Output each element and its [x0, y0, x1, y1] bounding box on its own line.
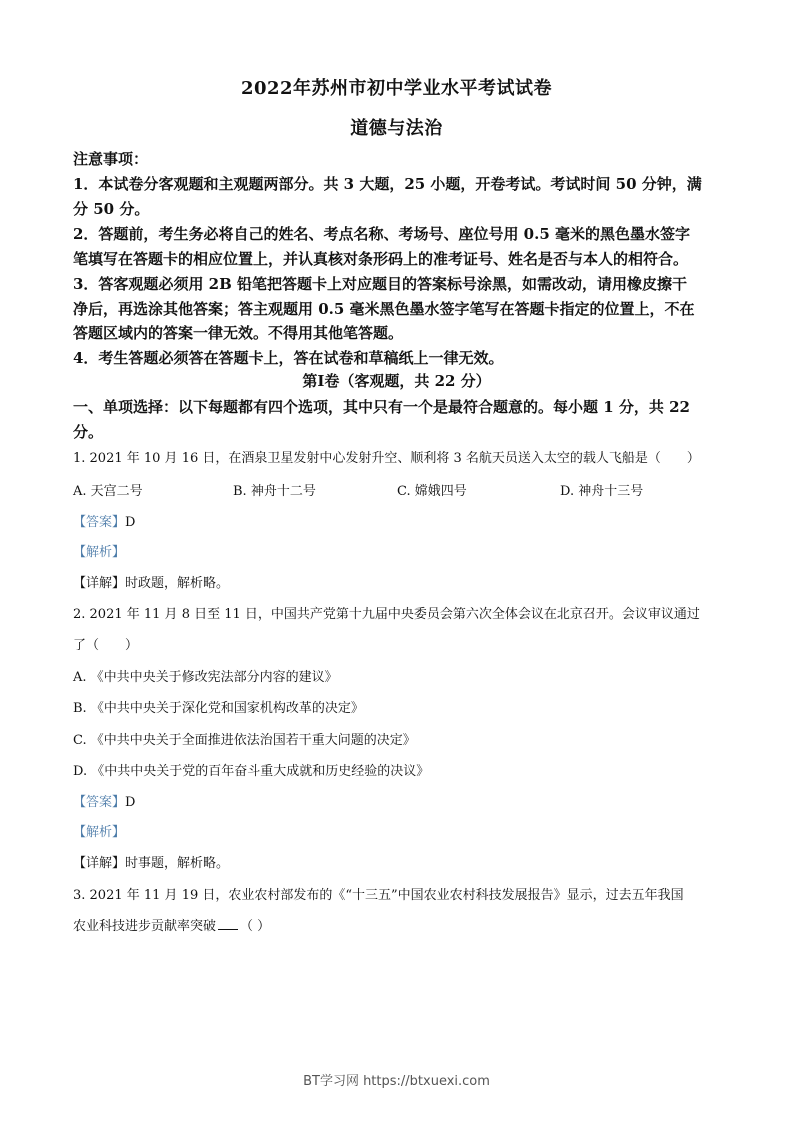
notice-line: 3．答客观题必须用 2B 铅笔把答题卡上对应题目的答案标号涂黑，如需改动，请用橡皮擦干 — [73, 275, 688, 293]
detail-tag: 【详解】 — [73, 576, 126, 591]
section-instruction: 一、单项选择：以下每题都有四个选项，其中只有一个是最符合题意的。每小题 1 分，共 22 — [73, 398, 690, 416]
detail-line — [73, 572, 229, 591]
notice-line: 净后，再选涂其他答案；答主观题用 0.5 毫米黑色墨水签字笔写在答题卡指定的位置上，不在 — [73, 300, 695, 318]
analysis-tag: 【解析】 — [73, 825, 126, 840]
notice-line: 分 50 分。 — [73, 200, 150, 218]
option-d: D. 《中共中央关于党的百年奋斗重大成就和历史经验的决议》 — [73, 764, 430, 779]
detail-line — [73, 852, 229, 871]
option-c: C. 《中共中央关于全面推进依法治国若干重大问题的决定》 — [73, 733, 416, 748]
question-stem: 3. 2021 年 11 月 19 日，农业农村部发布的《“十三五”中国农业农村科技发展报告》显示，过去五年我国 — [73, 888, 684, 903]
analysis-line — [73, 821, 125, 840]
option-c: C. 嫦娥四号 — [397, 484, 467, 499]
notice-line: 4．考生答题必须答在答题卡上，答在试卷和草稿纸上一律无效。 — [73, 349, 504, 367]
question-stem: 1. 2021 年 10 月 16 日，在酒泉卫星发射中心发射升空、顺利将 3 名航天员送入太空的载人飞船是（ ） — [73, 451, 700, 466]
stem-suffix: （ ） — [240, 919, 271, 934]
notice-line: 笔填写在答题卡的相应位置上，并认真核对条形码上的准考证号、姓名是否与本人的相符合。 — [73, 250, 689, 268]
option-a: A. 天宫二号 — [73, 484, 143, 499]
section-title: 第Ⅰ卷（客观题，共 22 分） — [302, 372, 491, 390]
exam-title: 2022年苏州市初中学业水平考试试卷 — [240, 78, 553, 99]
option-b: B. 神舟十二号 — [233, 484, 316, 499]
question-stem-cont: 了（ ） — [73, 638, 139, 653]
answer-tag: 【答案】 — [73, 515, 126, 530]
section-instruction-cont: 分。 — [73, 423, 104, 441]
analysis-line — [73, 541, 125, 560]
answer-value: D — [125, 795, 136, 810]
detail-text: 时事题，解析略。 — [125, 856, 230, 871]
stem-text: 农业科技进步贡献率突破 — [73, 919, 217, 934]
answer-line — [73, 791, 135, 810]
subject-title: 道德与法治 — [350, 118, 443, 139]
option-b: B. 《中共中央关于深化党和国家机构改革的决定》 — [73, 701, 364, 716]
option-d: D. 神舟十三号 — [560, 484, 644, 499]
notice-line: 1．本试卷分客观题和主观题两部分。共 3 大题，25 小题，开卷考试。考试时间 50 分钟，满 — [73, 175, 702, 193]
detail-text: 时政题，解析略。 — [125, 576, 230, 591]
answer-line — [73, 511, 135, 530]
notice-line: 答题区域内的答案一律无效。不得用其他笔答题。 — [73, 324, 404, 342]
answer-tag: 【答案】 — [73, 795, 126, 810]
answer-value: D — [125, 515, 136, 530]
option-a: A. 《中共中央关于修改宪法部分内容的建议》 — [73, 670, 338, 685]
fill-blank — [218, 917, 238, 930]
notice-line: 2．答题前，考生务必将自己的姓名、考点名称、考场号、座位号用 0.5 毫米的黑色墨水签字 — [73, 225, 690, 243]
analysis-tag: 【解析】 — [73, 545, 126, 560]
watermark-footer: BT学习网 https://btxuexi.com — [303, 1074, 490, 1089]
notice-heading: 注意事项： — [73, 150, 149, 168]
question-stem-cont — [73, 915, 270, 934]
question-stem: 2. 2021 年 11 月 8 日至 11 日，中国共产党第十九届中央委员会第六次全体会议在北京召开。会议审议通过 — [73, 607, 700, 622]
detail-tag: 【详解】 — [73, 856, 126, 871]
